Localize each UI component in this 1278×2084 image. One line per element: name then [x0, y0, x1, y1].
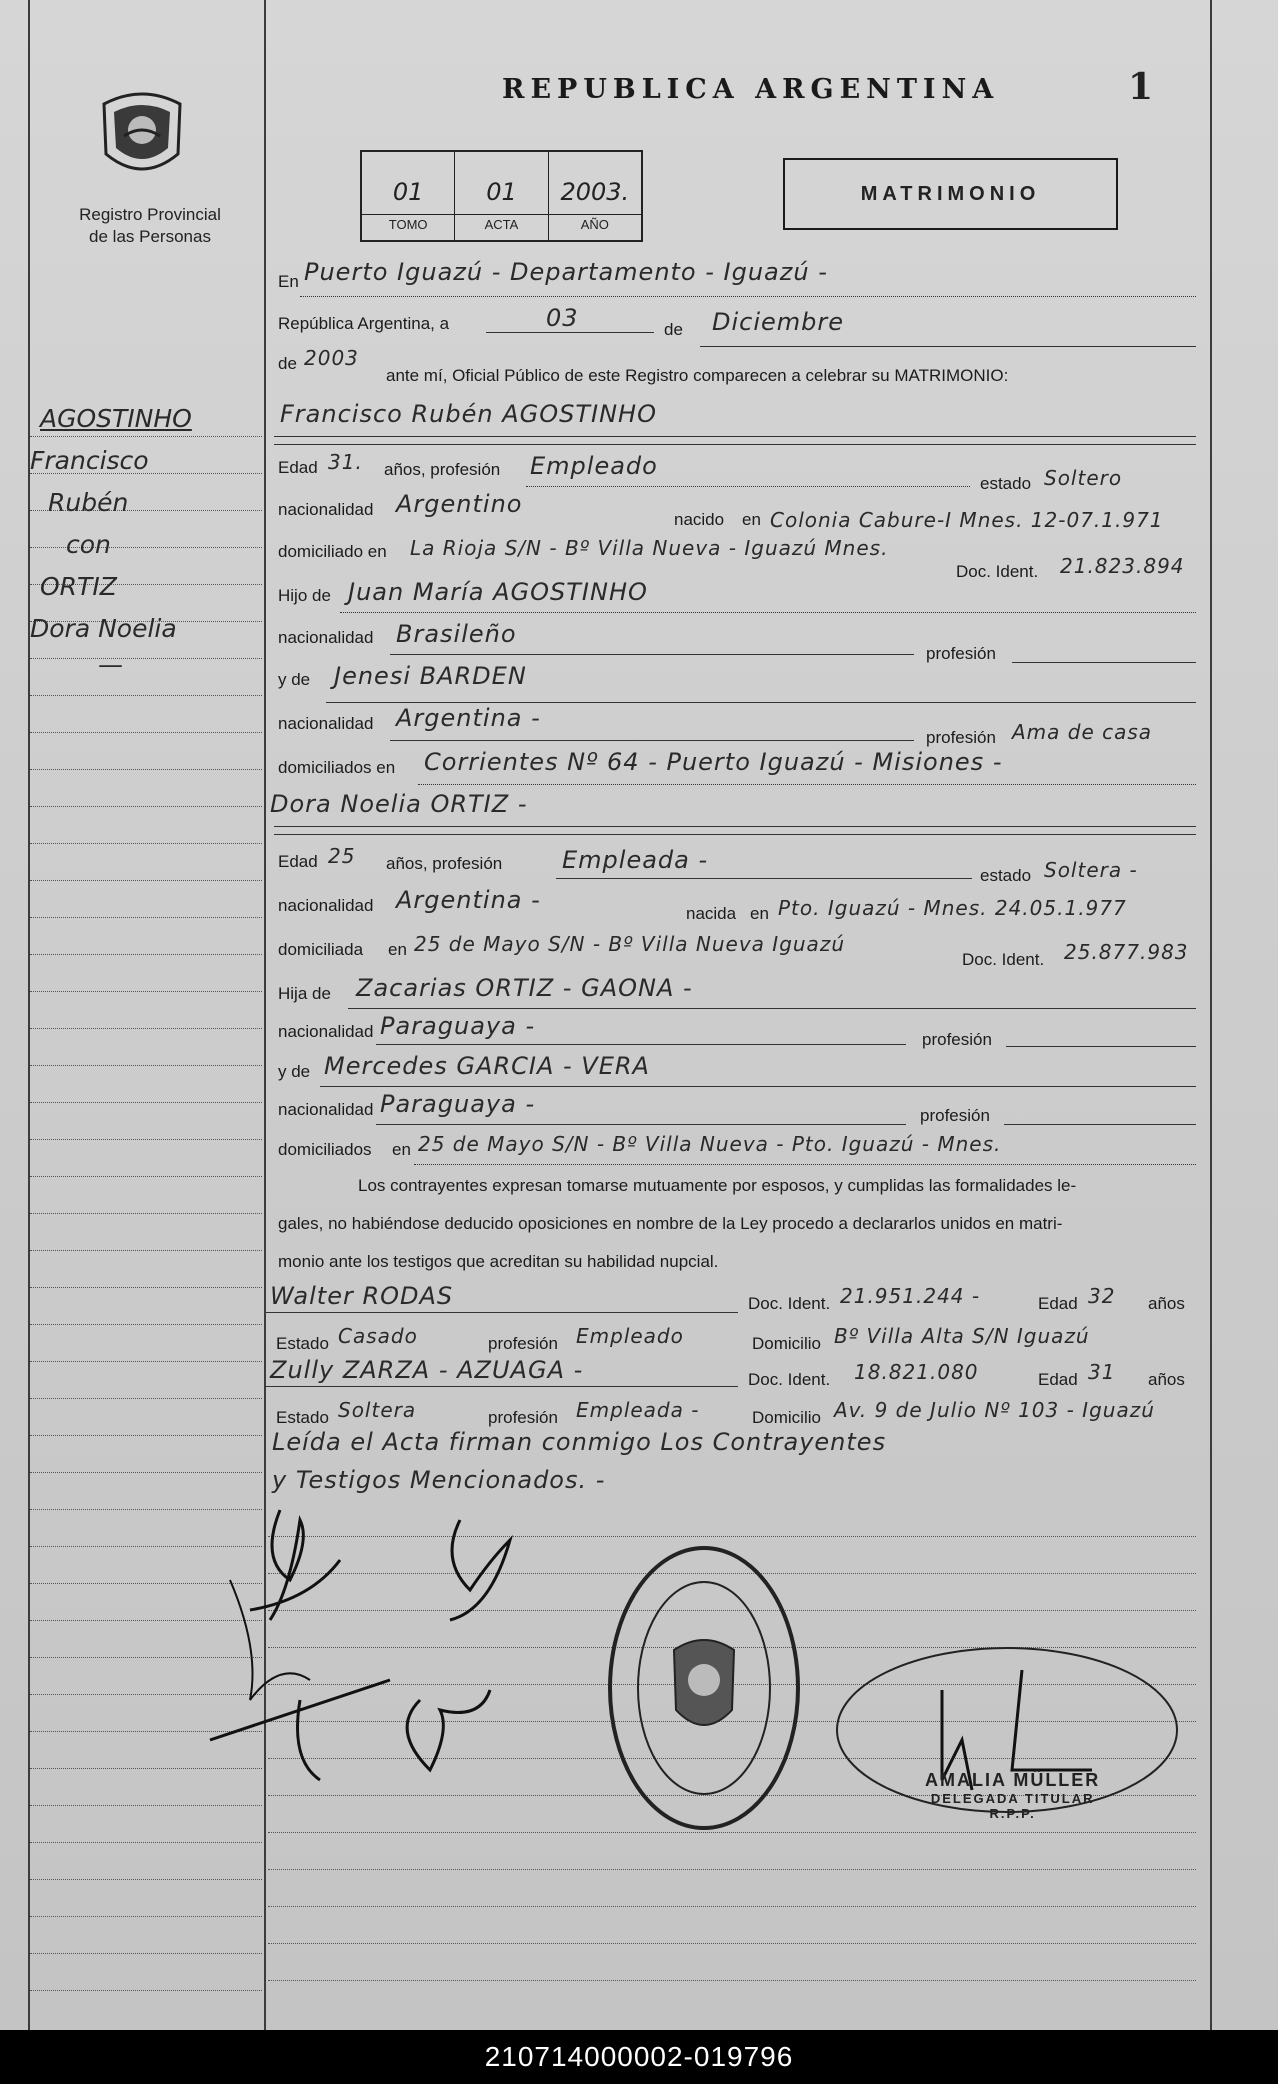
- ano-label: AÑO: [549, 214, 641, 232]
- groom-mother-prof-value: Ama de casa: [1012, 720, 1153, 744]
- bride-y-de-label: y de: [278, 1062, 311, 1081]
- bride-estado-label: estado: [980, 866, 1032, 885]
- official-signature-block: [925, 1770, 1100, 1821]
- bride-father-nac-line: [376, 1044, 906, 1045]
- bride-nacionalidad-value: Argentina -: [396, 886, 541, 914]
- groom-father-prof-line: [1012, 662, 1196, 663]
- bride-name: Dora Noelia ORTIZ -: [270, 790, 528, 818]
- bride-father-nac-label: nacionalidad: [278, 1022, 374, 1041]
- bride-father-value: Zacarias ORTIZ - GAONA -: [356, 974, 693, 1002]
- month-line: [700, 346, 1196, 347]
- year-de-label: de: [278, 354, 297, 373]
- bride-padres-dom-line: [414, 1164, 1196, 1165]
- witness1-estado-value: Casado: [338, 1324, 418, 1348]
- groom-father-nac-value: Brasileño: [396, 620, 517, 648]
- margin-rule-line: [30, 1287, 262, 1288]
- margin-name-3: con: [66, 530, 111, 559]
- bride-edad-label: Edad: [278, 852, 318, 871]
- comparecen-text: ante mí, Oficial Público de este Registro comparecen a celebrar su MATRIMONIO:: [386, 366, 1009, 385]
- misiones-coat-of-arms-icon: [94, 84, 190, 184]
- witness2-edad-label: Edad: [1038, 1370, 1078, 1389]
- margin-rule-line: [30, 1435, 262, 1436]
- margin-rule-line: [30, 1213, 262, 1214]
- witness2-domicilio-value: Av. 9 de Julio Nº 103 - Iguazú: [834, 1398, 1155, 1422]
- month-de-label: de: [664, 320, 683, 339]
- margin-rule-line: [30, 954, 262, 955]
- bride-hija-label: Hija de: [278, 984, 331, 1003]
- groom-domiciliado-value: La Rioja S/N - Bº Villa Nueva - Iguazú Mnes.: [410, 536, 889, 560]
- bride-nacida-en-label: en: [750, 904, 769, 923]
- witness1-anos-label: años: [1148, 1294, 1185, 1313]
- bride-domiciliada-label: domiciliada: [278, 940, 364, 959]
- groom-mother-nac-line: [390, 740, 914, 741]
- ano-cell: [549, 152, 641, 240]
- margin-rule-line: [30, 1250, 262, 1251]
- witness1-domicilio-label: Domicilio: [752, 1334, 821, 1353]
- margin-rule-line: [30, 991, 262, 992]
- acta-cell: [455, 152, 548, 240]
- groom-name: Francisco Rubén AGOSTINHO: [280, 400, 657, 428]
- bride-father-prof-line: [1006, 1046, 1196, 1047]
- margin-rule-line: [30, 1102, 262, 1103]
- bride-father-prof-label: profesión: [922, 1030, 992, 1049]
- groom-nacionalidad-label: nacionalidad: [278, 500, 374, 519]
- margin-rule-line: [30, 1472, 262, 1473]
- bride-mother-nac-value: Paraguaya -: [380, 1090, 536, 1118]
- document-title: REPUBLICA ARGENTINA: [502, 74, 1000, 105]
- bride-domiciliada-en-label: en: [388, 940, 407, 959]
- bride-father-nac-value: Paraguaya -: [380, 1012, 536, 1040]
- tomo-value: 01: [392, 178, 424, 206]
- margin-rule-line: [30, 436, 262, 437]
- en-label: En: [278, 272, 299, 291]
- margin-name-2: Rubén: [48, 488, 129, 517]
- groom-estado-label: estado: [980, 474, 1032, 493]
- document-type-box: MATRIMONIO: [783, 158, 1118, 230]
- witness2-domicilio-label: Domicilio: [752, 1408, 821, 1427]
- body-rule-line: [268, 1980, 1196, 1981]
- bride-father-line: [348, 1008, 1196, 1009]
- left-edge-line: [28, 0, 30, 2030]
- groom-father-prof-label: profesión: [926, 644, 996, 663]
- groom-father-value: Juan María AGOSTINHO: [348, 578, 648, 606]
- groom-mother-prof-label: profesión: [926, 728, 996, 747]
- witness1-name: Walter RODAS: [270, 1282, 454, 1310]
- groom-nacido-value: Colonia Cabure-I Mnes. 12-07.1.971: [770, 508, 1164, 532]
- bride-anos-profesion-label: años, profesión: [386, 854, 503, 873]
- groom-hijo-label: Hijo de: [278, 586, 331, 605]
- witness2-name-line: [266, 1386, 738, 1387]
- signatures-graphic: [190, 1500, 570, 1800]
- month-value: Diciembre: [712, 308, 845, 336]
- margin-name-6: —: [98, 650, 123, 679]
- margin-name-5: Dora Noelia: [30, 614, 177, 643]
- bride-edad-value: 25: [328, 844, 356, 868]
- bride-nacionalidad-label: nacionalidad: [278, 896, 374, 915]
- official-office: R.P.P.: [989, 1806, 1036, 1821]
- tomo-cell: [362, 152, 455, 240]
- witness2-profesion-value: Empleada -: [576, 1398, 700, 1422]
- witness1-doc-value: 21.951.244 -: [840, 1284, 981, 1308]
- margin-rule-line: [30, 769, 262, 770]
- body-rule-line: [268, 1869, 1196, 1870]
- document-id: 210714000002-019796: [484, 2041, 794, 2072]
- margin-rule-line: [30, 1176, 262, 1177]
- groom-name-line-1: [274, 436, 1196, 437]
- witness1-edad-value: 32: [1088, 1284, 1116, 1308]
- margin-rule-line: [30, 658, 262, 659]
- witness2-name: Zully ZARZA - AZUAGA -: [270, 1356, 584, 1384]
- groom-padres-dom-line: [418, 784, 1196, 785]
- groom-estado-value: Soltero: [1044, 466, 1123, 490]
- groom-father-line: [340, 612, 1196, 613]
- groom-father-nac-label: nacionalidad: [278, 628, 374, 647]
- groom-edad-value: 31.: [328, 450, 363, 474]
- registry-line2: de las Personas: [89, 227, 211, 246]
- acta-label: ACTA: [455, 214, 547, 232]
- bride-nacida-value: Pto. Iguazú - Mnes. 24.05.1.977: [778, 896, 1127, 920]
- bride-profesion-line: [556, 878, 972, 879]
- body-rule-line: [268, 1906, 1196, 1907]
- margin-name-1: Francisco: [30, 446, 149, 475]
- official-title: DELEGADA TITULAR: [930, 1791, 1095, 1806]
- groom-padres-dom-label: domiciliados en: [278, 758, 396, 777]
- bride-doc-value: 25.877.983: [1064, 940, 1189, 964]
- footer-band: [0, 2030, 1278, 2084]
- page-number: 1: [1128, 66, 1154, 108]
- tomo-label: TOMO: [362, 214, 454, 232]
- witness1-profesion-value: Empleado: [576, 1324, 684, 1348]
- bride-padres-dom-en-label: en: [392, 1140, 411, 1159]
- margin-rule-line: [30, 806, 262, 807]
- margin-rule-line: [30, 1990, 262, 1991]
- margin-rule-line: [30, 1028, 262, 1029]
- groom-doc-label: Doc. Ident.: [956, 562, 1039, 581]
- witness1-edad-label: Edad: [1038, 1294, 1078, 1313]
- official-name: AMALIA MÜLLER: [925, 1770, 1101, 1790]
- record-number-box: [360, 150, 643, 242]
- groom-doc-value: 21.823.894: [1060, 554, 1185, 578]
- margin-rule-line: [30, 880, 262, 881]
- margin-name-0: AGOSTINHO: [40, 404, 192, 433]
- groom-mother-line: [326, 702, 1196, 703]
- groom-profesion-value: Empleado: [530, 452, 658, 480]
- groom-edad-label: Edad: [278, 458, 318, 477]
- republica-label: República Argentina, a: [278, 314, 450, 333]
- groom-anos-profesion-label: años, profesión: [384, 460, 501, 479]
- groom-y-de-label: y de: [278, 670, 311, 689]
- witness1-estado-label: Estado: [276, 1334, 329, 1353]
- margin-rule-line: [30, 843, 262, 844]
- bride-domiciliada-value: 25 de Mayo S/N - Bº Villa Nueva Iguazú: [414, 932, 845, 956]
- margin-rule-line: [30, 1398, 262, 1399]
- groom-mother-nac-label: nacionalidad: [278, 714, 374, 733]
- bride-padres-dom-value: 25 de Mayo S/N - Bº Villa Nueva - Pto. Iguazú - Mnes.: [418, 1132, 1002, 1156]
- witness2-anos-label: años: [1148, 1370, 1185, 1389]
- declaration-line2: gales, no habiéndose deducido oposiciones en nombre de la Ley procedo a declararlos unidos en matri-: [278, 1214, 1063, 1233]
- groom-name-line-2: [274, 444, 1196, 445]
- witness1-name-line: [266, 1312, 738, 1313]
- groom-mother-value: Jenesi BARDEN: [334, 662, 527, 690]
- right-edge-line: [1210, 0, 1212, 2030]
- groom-nacido-label: nacido: [674, 510, 725, 529]
- witness2-estado-label: Estado: [276, 1408, 329, 1427]
- bride-mother-prof-label: profesión: [920, 1106, 990, 1125]
- bride-padres-dom-label: domiciliados: [278, 1140, 372, 1159]
- witness1-doc-label: Doc. Ident.: [748, 1294, 831, 1313]
- groom-domiciliado-label: domiciliado en: [278, 542, 387, 561]
- bride-mother-prof-line: [1004, 1124, 1196, 1125]
- bride-profesion-value: Empleada -: [562, 846, 709, 874]
- margin-name-4: ORTIZ: [40, 572, 117, 601]
- en-value: Puerto Iguazú - Departamento - Iguazú -: [304, 258, 828, 286]
- witness2-doc-label: Doc. Ident.: [748, 1370, 831, 1389]
- year-value: 2003: [304, 346, 359, 370]
- bride-mother-line: [320, 1086, 1196, 1087]
- margin-rule-line: [30, 1065, 262, 1066]
- bride-nacida-label: nacida: [686, 904, 737, 923]
- groom-mother-nac-value: Argentina -: [396, 704, 541, 732]
- witness2-estado-value: Soltera: [338, 1398, 417, 1422]
- margin-rule-line: [30, 1953, 262, 1954]
- en-line: [300, 296, 1196, 297]
- groom-padres-dom-value: Corrientes Nº 64 - Puerto Iguazú - Misiones -: [424, 748, 1003, 776]
- margin-rule-line: [30, 1842, 262, 1843]
- margin-rule-line: [30, 1805, 262, 1806]
- groom-profesion-line: [526, 486, 970, 487]
- groom-nacido-en-label: en: [742, 510, 761, 529]
- groom-nacionalidad-value: Argentino: [396, 490, 523, 518]
- closing-line2: y Testigos Mencionados. -: [272, 1466, 606, 1494]
- margin-rule-line: [30, 1139, 262, 1140]
- bride-name-line-2: [274, 834, 1196, 835]
- witness2-edad-value: 31: [1088, 1360, 1116, 1384]
- ano-value: 2003.: [560, 178, 630, 206]
- groom-father-nac-line: [390, 654, 914, 655]
- margin-rule-line: [30, 1361, 262, 1362]
- registry-name: [60, 204, 240, 248]
- margin-rule-line: [30, 1879, 262, 1880]
- margin-rule-line: [30, 695, 262, 696]
- witness1-domicilio-value: Bº Villa Alta S/N Iguazú: [834, 1324, 1090, 1348]
- margin-rule-line: [30, 1324, 262, 1325]
- margin-rule-line: [30, 917, 262, 918]
- witness2-doc-value: 18.821.080: [854, 1360, 979, 1384]
- registry-line1: Registro Provincial: [79, 205, 221, 224]
- body-rule-line: [268, 1943, 1196, 1944]
- bride-mother-value: Mercedes GARCIA - VERA: [324, 1052, 650, 1080]
- margin-rule-line: [30, 547, 262, 548]
- witness2-profesion-label: profesión: [488, 1408, 558, 1427]
- bride-estado-value: Soltera -: [1044, 858, 1138, 882]
- day-line: [486, 332, 654, 333]
- acta-value: 01: [486, 178, 517, 206]
- witness1-profesion-label: profesión: [488, 1334, 558, 1353]
- bride-doc-label: Doc. Ident.: [962, 950, 1045, 969]
- official-registry-stamp-icon: [604, 1540, 804, 1836]
- bride-mother-nac-line: [376, 1124, 906, 1125]
- declaration-line1: Los contrayentes expresan tomarse mutuamente por esposos, y cumplidas las formalidades le-: [358, 1176, 1077, 1195]
- day-value: 03: [546, 304, 579, 332]
- closing-line1: Leída el Acta firman conmigo Los Contrayentes: [272, 1428, 887, 1456]
- margin-rule-line: [30, 1916, 262, 1917]
- bride-mother-nac-label: nacionalidad: [278, 1100, 374, 1119]
- bride-name-line-1: [274, 826, 1196, 827]
- margin-rule-line: [30, 732, 262, 733]
- declaration-line3: monio ante los testigos que acreditan su habilidad nupcial.: [278, 1252, 719, 1271]
